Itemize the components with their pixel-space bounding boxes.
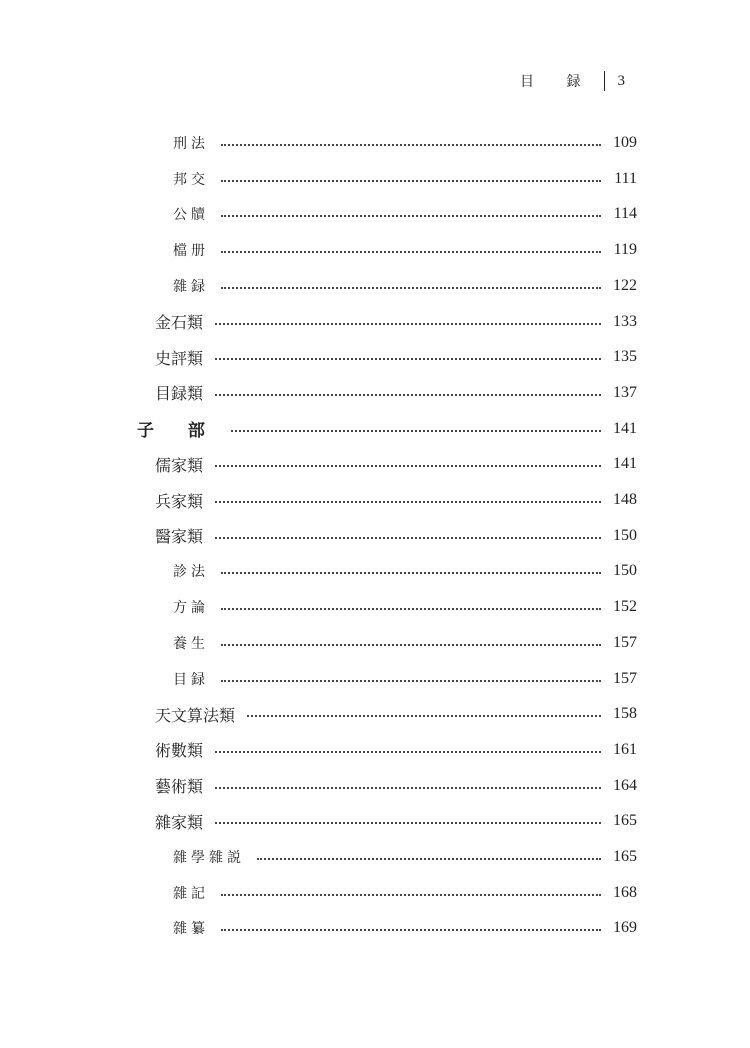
toc-entry-page-number: 152 — [613, 598, 637, 616]
toc-entry — [0, 446, 750, 482]
toc-entry-page-number: 135 — [613, 348, 637, 366]
toc-entry-label: 子 部 — [137, 421, 219, 442]
toc-entry-page-number: 157 — [613, 669, 637, 687]
toc-entry-page-number: 133 — [613, 312, 637, 330]
running-head — [520, 70, 625, 92]
toc-entry-label: 兵家類 — [155, 491, 204, 511]
dot-leader — [215, 751, 601, 753]
toc-entry-label: 醫家類 — [155, 527, 204, 547]
toc-entry-label: 邦交 — [173, 171, 209, 188]
toc-entry-page-number: 141 — [613, 419, 637, 437]
dot-leader — [215, 358, 601, 360]
toc-entry — [0, 768, 750, 804]
toc-entry-page-number: 164 — [613, 776, 637, 794]
toc-entry-page-number: 165 — [613, 812, 637, 830]
toc-entry — [0, 696, 750, 732]
toc-entry-label: 雜學雜説 — [173, 850, 245, 866]
toc-entry-page-number: 109 — [613, 134, 637, 151]
dot-leader — [215, 394, 601, 396]
toc-entry-page-number: 141 — [613, 455, 637, 473]
toc-entry — [0, 375, 750, 411]
dot-leader — [221, 608, 601, 610]
dot-leader — [221, 680, 601, 682]
dot-leader — [215, 537, 601, 539]
toc-entry-label: 診法 — [173, 564, 209, 581]
toc-entry — [0, 518, 750, 554]
toc-entry-page-number: 168 — [613, 883, 637, 901]
dot-leader — [221, 929, 601, 931]
toc-entry-page-number: 165 — [613, 848, 637, 865]
toc-entry — [0, 839, 750, 875]
dot-leader — [215, 787, 601, 789]
toc-entry-page-number: 150 — [613, 562, 637, 580]
toc-entry-page-number: 158 — [613, 705, 637, 723]
dot-leader — [215, 465, 601, 467]
dot-leader — [257, 858, 601, 860]
dot-leader — [215, 323, 601, 325]
toc-entry-page-number: 111 — [614, 169, 637, 187]
toc-entry — [0, 125, 750, 161]
toc-entry-label: 方論 — [173, 600, 209, 617]
running-head-page-number: 3 — [617, 72, 625, 89]
toc-entry-page-number: 137 — [613, 383, 637, 401]
toc-entry-label: 藝術類 — [155, 777, 204, 797]
toc-entry-label: 雜記 — [173, 885, 209, 902]
toc-entry-page-number: 157 — [613, 633, 637, 651]
toc-entry-label: 檔册 — [173, 243, 209, 260]
toc-entry — [0, 339, 750, 375]
dot-leader — [221, 215, 601, 217]
toc-entry — [0, 232, 750, 268]
dot-leader — [221, 572, 601, 574]
toc-entry-label: 刑法 — [173, 136, 209, 152]
dot-leader — [221, 251, 601, 253]
dot-leader — [215, 822, 601, 824]
toc-entry-page-number: 161 — [613, 740, 637, 758]
toc-entry-label: 雜家類 — [155, 812, 204, 832]
dot-leader — [247, 715, 601, 717]
toc-entry — [0, 304, 750, 340]
toc-entry — [0, 196, 750, 232]
toc-entry-label: 目録類 — [155, 384, 204, 404]
dot-leader — [221, 644, 601, 646]
toc-entry — [0, 625, 750, 661]
toc-entry — [0, 803, 750, 839]
toc-entry-label: 雜纂 — [173, 921, 209, 938]
toc-entry-label: 養生 — [173, 635, 209, 652]
toc-entry — [0, 411, 750, 447]
toc-entry-label: 雜録 — [173, 278, 209, 295]
dot-leader — [231, 430, 601, 432]
toc-entry — [0, 661, 750, 697]
toc-entry-label: 金石類 — [155, 313, 204, 332]
toc-entry — [0, 589, 750, 625]
toc-entry-page-number: 169 — [613, 919, 637, 937]
toc-entry — [0, 732, 750, 768]
dot-leader — [221, 144, 601, 146]
toc-entry-label: 史評類 — [155, 348, 204, 368]
toc-entry-page-number: 150 — [613, 526, 637, 544]
toc-entry — [0, 875, 750, 911]
toc-entry — [0, 482, 750, 518]
toc-entry — [0, 910, 750, 946]
toc-entry-page-number: 119 — [613, 241, 637, 259]
dot-leader — [221, 287, 601, 289]
toc-entry — [0, 553, 750, 589]
toc-entry-label: 公牘 — [173, 207, 209, 224]
toc-entry-label: 術數類 — [155, 741, 204, 761]
dot-leader — [221, 894, 601, 896]
toc-entry — [0, 161, 750, 197]
toc-entry — [0, 268, 750, 304]
running-head-title: 目 録 — [520, 74, 595, 90]
toc-entry-label: 儒家類 — [155, 455, 204, 475]
running-head-divider — [604, 71, 605, 91]
dot-leader — [215, 501, 601, 503]
dot-leader — [221, 180, 601, 182]
toc-entry-label: 目録 — [173, 671, 209, 688]
toc-entry-label: 天文算法類 — [155, 705, 236, 725]
toc-entry-page-number: 148 — [613, 491, 637, 508]
toc-entry-page-number: 114 — [613, 205, 637, 223]
toc-entry-page-number: 122 — [613, 276, 637, 294]
